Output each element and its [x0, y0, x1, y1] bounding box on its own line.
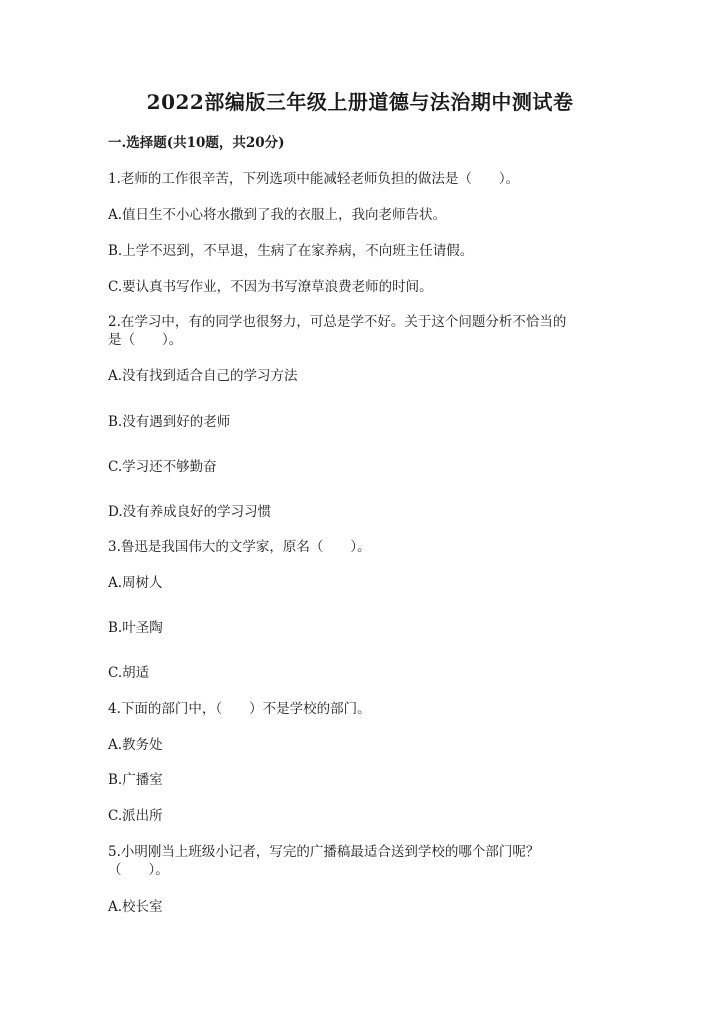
section-heading: 一.选择题(共10题，共20分) — [108, 135, 285, 151]
question-1-stem: 1.老师的工作很辛苦，下列选项中能减轻老师负担的做法是（ ）。 — [108, 171, 520, 187]
question-2-option-c: C.学习还不够勤奋 — [108, 459, 217, 475]
question-5-stem-line-1: 5.小明刚当上班级小记者，写完的广播稿最适合送到学校的哪个部门呢？ — [108, 844, 540, 860]
question-3-stem: 3.鲁迅是我国伟大的文学家，原名（ ）。 — [108, 539, 371, 555]
exam-title: 2022部编版三年级上册道德与法治期中测试卷 — [146, 90, 574, 114]
question-2-option-d: D.没有养成良好的学习习惯 — [108, 504, 272, 520]
question-4-option-a: A.教务处 — [108, 737, 163, 753]
question-3-option-b: B.叶圣陶 — [108, 620, 163, 636]
question-1-option-c: C.要认真书写作业，不因为书写潦草浪费老师的时间。 — [108, 279, 433, 295]
question-2-option-b: B.没有遇到好的老师 — [108, 414, 231, 430]
question-2-stem-line-2: 是（ ）。 — [108, 332, 183, 348]
question-2-stem-line-1: 2.在学习中，有的同学也很努力，可总是学不好。关于这个问题分析不恰当的 — [108, 314, 567, 330]
question-4-option-c: C.派出所 — [108, 808, 163, 824]
question-3-option-c: C.胡适 — [108, 665, 150, 681]
question-1-option-b: B.上学不迟到，不早退，生病了在家养病，不向班主任请假。 — [108, 243, 474, 259]
question-1-option-a: A.值日生不小心将水撒到了我的衣服上，我向老师告状。 — [108, 207, 447, 223]
question-5-stem-line-2: （ ）。 — [108, 862, 169, 878]
question-4-stem: 4.下面的部门中，（ ）不是学校的部门。 — [108, 701, 371, 717]
question-5-option-a: A.校长室 — [108, 899, 163, 915]
question-4-option-b: B.广播室 — [108, 772, 163, 788]
question-2-option-a: A.没有找到适合自己的学习方法 — [108, 368, 298, 384]
question-3-option-a: A.周树人 — [108, 575, 163, 591]
